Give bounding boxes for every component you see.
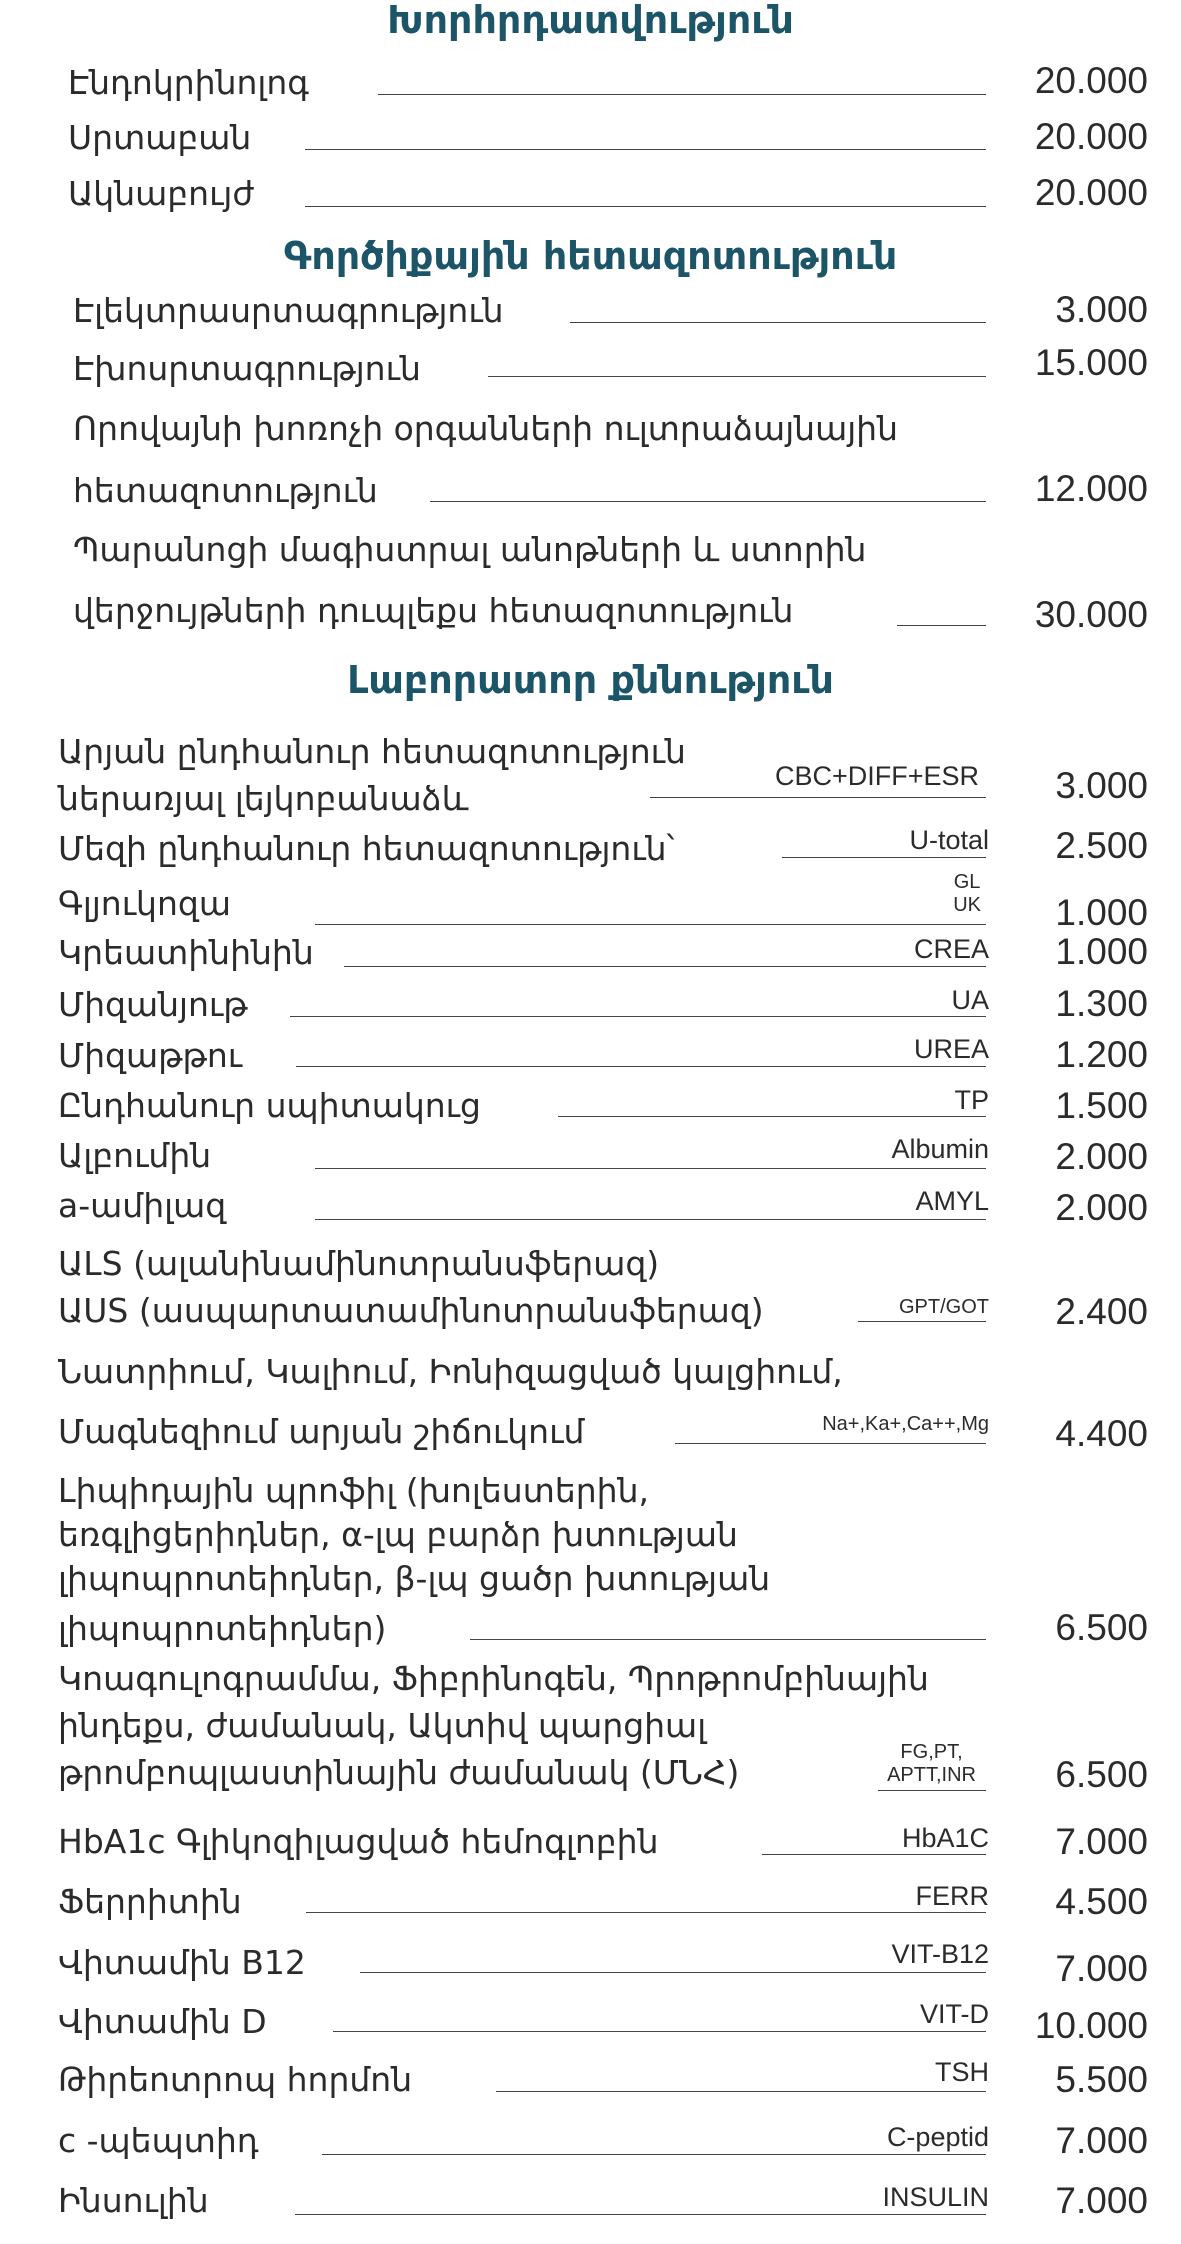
test-code: TSH <box>935 2057 989 2087</box>
item-label: Միզաթթու <box>58 1036 243 1075</box>
item-label: ԱLS (ալանինամինոտրանսֆերազ) <box>58 1244 660 1283</box>
item-label: Ինսուլին <box>58 2181 209 2220</box>
test-code: CREA <box>913 934 989 964</box>
leader-line <box>315 924 986 925</box>
item-label: Վիտամին D <box>58 2002 267 2041</box>
leader-line <box>650 797 986 798</box>
item-price: 1.000 <box>1055 892 1148 933</box>
item-price: 7.000 <box>1055 1948 1148 1989</box>
leader-line <box>878 1790 986 1791</box>
test-code-line: APTT,INR <box>887 1764 976 1786</box>
test-code: U-total <box>909 825 989 855</box>
test-code-line: UK <box>953 894 981 916</box>
item-label: եռգլիցերիդներ, α-լպ բարձր խտության <box>58 1515 738 1554</box>
test-code: C-peptid <box>886 2122 989 2152</box>
leader-line <box>858 1321 986 1322</box>
test-code: TP <box>954 1085 989 1115</box>
test-code: INSULIN <box>882 2182 989 2212</box>
leader-line <box>322 2154 986 2155</box>
item-label: Մեզի ընդհանուր հետազոտություն՝ <box>58 829 675 868</box>
item-price: 20.000 <box>1034 116 1148 157</box>
leader-line <box>306 1912 986 1913</box>
item-price: 4.400 <box>1055 1413 1148 1454</box>
item-label: c -պեպտիդ <box>58 2121 259 2160</box>
item-price: 7.000 <box>1055 1821 1148 1862</box>
item-label: լիպոպրոտեիդներ, β-լպ ցածր խտության <box>58 1559 771 1598</box>
item-label: Պարանոցի մագիստրալ անոթների և ստորին <box>73 530 867 569</box>
item-price: 1.500 <box>1055 1085 1148 1126</box>
item-label: թրոմբոպլաստինային ժամանակ (ՄՆՀ) <box>58 1753 740 1792</box>
item-price: 2.000 <box>1055 1187 1148 1228</box>
item-price: 7.000 <box>1055 2180 1148 2221</box>
leader-line <box>430 501 986 502</box>
item-price: 12.000 <box>1034 468 1148 509</box>
item-label: Կրեատինինին <box>58 933 314 972</box>
leader-line <box>315 1219 986 1220</box>
item-label: Մագնեզիում արյան շիճուկում <box>58 1412 585 1451</box>
leader-line <box>570 322 986 323</box>
item-price: 2.500 <box>1055 825 1148 866</box>
item-label: ներառյալ լեյկոբանաձև <box>58 779 469 818</box>
item-price: 2.400 <box>1055 1291 1148 1332</box>
test-code: AMYL <box>915 1186 989 1216</box>
test-code: CBC+DIFF+ESR <box>774 761 979 791</box>
item-label: Թիրեոտրոպ հորմոն <box>58 2060 413 2099</box>
leader-line <box>897 625 986 626</box>
item-label: հետազոտություն <box>73 471 378 510</box>
section-title-instrumental: Գործիքային հետազոտություն <box>283 234 898 278</box>
item-price: 7.000 <box>1055 2120 1148 2161</box>
leader-line <box>295 2214 986 2215</box>
leader-line <box>344 966 986 967</box>
item-price: 30.000 <box>1034 594 1148 635</box>
item-label: վերջույթների դուպլեքս հետազոտություն <box>73 591 794 630</box>
item-label: Էլեկտրասրտագրություն <box>73 291 504 330</box>
section-title-laboratory: Լաբորատոր քննություն <box>347 658 834 702</box>
item-price: 3.000 <box>1055 765 1148 806</box>
leader-line <box>470 1639 986 1640</box>
item-price: 6.500 <box>1055 1754 1148 1795</box>
item-label: Արյան ընդհանուր հետազոտություն <box>58 732 686 771</box>
item-label: Գլյուկոզա <box>58 884 231 923</box>
leader-line <box>488 376 986 377</box>
leader-line <box>315 1168 986 1169</box>
item-label: HbA1c Գլիկոզիլացված հեմոգլոբին <box>58 1822 659 1861</box>
item-price: 15.000 <box>1034 342 1148 383</box>
test-code <box>887 1741 976 1787</box>
item-price: 1.300 <box>1055 983 1148 1024</box>
item-label: լիպոպրոտեիդներ) <box>58 1609 387 1648</box>
leader-line <box>762 1854 986 1855</box>
test-code: UA <box>951 985 989 1015</box>
leader-line <box>360 1972 986 1973</box>
item-label: ինդեքս, ժամանակ, Ակտիվ պարցիալ <box>58 1706 707 1745</box>
item-price: 1.000 <box>1055 931 1148 972</box>
test-code: Albumin <box>891 1134 989 1164</box>
test-code-line: GL <box>953 871 981 893</box>
item-price: 6.500 <box>1055 1607 1148 1648</box>
leader-line <box>496 2091 986 2092</box>
test-code: VIT-D <box>919 1999 989 2029</box>
leader-line <box>558 1116 986 1117</box>
leader-line <box>305 149 986 150</box>
test-code <box>953 871 981 917</box>
item-label: Ալբումին <box>58 1136 212 1175</box>
item-price: 20.000 <box>1034 60 1148 101</box>
item-price: 10.000 <box>1034 2005 1148 2046</box>
leader-line <box>290 1016 986 1017</box>
leader-line <box>333 2031 986 2032</box>
leader-line <box>378 94 986 95</box>
item-price: 4.500 <box>1055 1881 1148 1922</box>
test-code: GPT/GOT <box>899 1296 989 1318</box>
item-price: 20.000 <box>1034 172 1148 213</box>
item-label: Ակնաբույժ <box>68 174 255 213</box>
leader-line <box>305 206 986 207</box>
item-price: 3.000 <box>1055 289 1148 330</box>
item-label: Կոագուլոգրամմա, Ֆիբրինոգեն, Պրոթրոմբինային <box>58 1659 929 1698</box>
leader-line <box>782 857 986 858</box>
test-code: VIT-B12 <box>891 1939 989 1969</box>
item-label: a-ամիլազ <box>58 1186 227 1225</box>
item-label: Սրտաբան <box>68 118 252 157</box>
item-price: 5.500 <box>1055 2059 1148 2100</box>
test-code: UREA <box>913 1034 989 1064</box>
item-label: Լիպիդային պրոֆիլ (խոլեստերին, <box>58 1471 649 1510</box>
test-code: FERR <box>915 1881 989 1911</box>
item-price: 1.200 <box>1055 1034 1148 1075</box>
item-price: 2.000 <box>1055 1136 1148 1177</box>
item-label: Էնդոկրինոլոգ <box>68 63 309 102</box>
test-code: Na+,Ka+,Ca++,Mg <box>822 1413 989 1435</box>
item-label: Ընդհանուր սպիտակուց <box>58 1086 481 1125</box>
test-code: HbA1C <box>901 1823 989 1853</box>
leader-line <box>675 1443 986 1444</box>
item-label: Վիտամին B12 <box>58 1943 306 1982</box>
item-label: Էխոսրտագրություն <box>73 349 421 388</box>
item-label: Նատրիում, Կալիում, Իոնիզացված կալցիում, <box>58 1352 843 1391</box>
item-label: ԱUS (ասպարտատամինոտրանսֆերազ) <box>58 1291 764 1330</box>
item-label: Որովայնի խոռոչի օրգանների ուլտրաձայնային <box>73 409 898 448</box>
item-label: Ֆերրիտին <box>58 1882 242 1921</box>
item-label: Միզանյութ <box>58 985 248 1024</box>
test-code-line: FG,PT, <box>900 1741 963 1763</box>
section-title-consultation: Խորհրդատվություն <box>387 0 794 42</box>
leader-line <box>296 1066 986 1067</box>
